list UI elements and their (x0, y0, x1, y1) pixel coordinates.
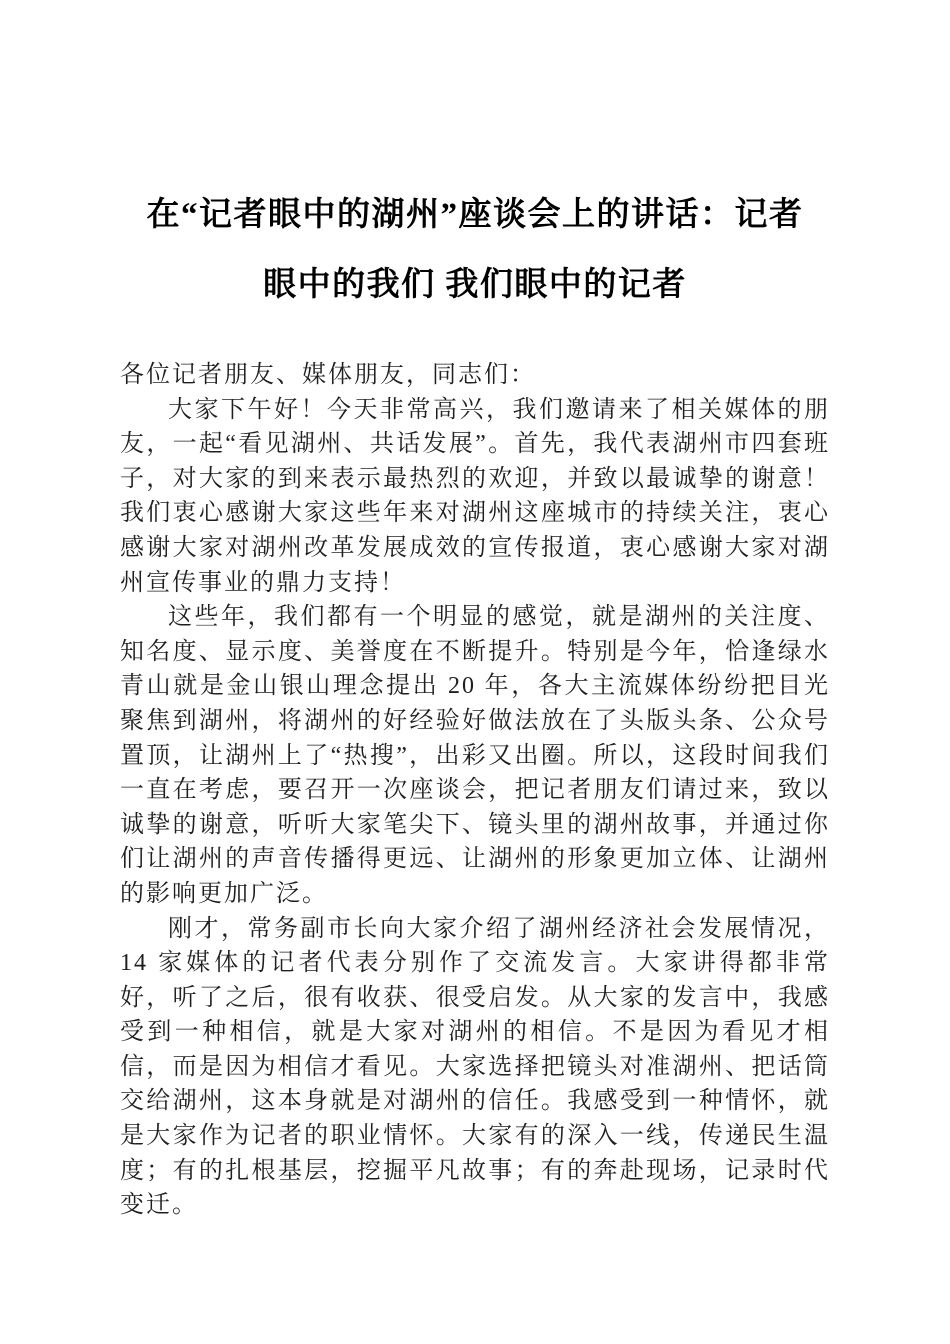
document-title-line-2: 眼中的我们 我们眼中的记者 (263, 267, 687, 303)
paragraph-media-speeches: 刚才，常务副市长向大家介绍了湖州经济社会发展情况，14 家媒体的记者代表分别作了交流发言。大家讲得都非常好，听了之后，很有收获、很受启发。从大家的发言中，我感受到一种相信，就是大家对湖州的相信。不是因为看见才相信，而是因为相信才看见。大家选择把镜头对准湖州、把话筒交给湖州，这本身就是对湖州的信任。我感受到一种情怀，就是大家作为记者的职业情怀。大家有的深入一线，传递民生温度；有的扎根基层，挖掘平凡故事；有的奔赴现场，记录时代变迁。 (120, 915, 830, 1219)
paragraph-greeting-thanks: 大家下午好！今天非常高兴，我们邀请来了相关媒体的朋友，一起“看见湖州、共话发展”。首先，我代表湖州市四套班子，对大家的到来表示最热烈的欢迎，并致以最诚挚的谢意！我们衷心感谢大家这些年来对湖州这座城市的持续关注，衷心感谢大家对湖州改革发展成效的宣传报道，衷心感谢大家对湖州宣传事业的鼎力支持！ (120, 396, 830, 596)
document-title-line-1: 在“记者眼中的湖州”座谈会上的讲话：记者 (146, 197, 804, 233)
paragraph-city-reputation: 这些年，我们都有一个明显的感觉，就是湖州的关注度、知名度、显示度、美誉度在不断提升。特别是今年，恰逢绿水青山就是金山银山理念提出 20 年，各大主流媒体纷纷把目光聚焦到湖州，将湖州的好经验好做法放在了头版头条、公众号置顶，让湖州上了“热搜”，出彩又出圈。所以，这段时间我们一直在考虑，要召开一次座谈会，把记者朋友们请过来，致以诚挚的谢意，听听大家笔尖下、镜头里的湖州故事，并通过你们让湖州的声音传播得更远、让湖州的形象更加立体、让湖州的影响更加广泛。 (120, 604, 830, 907)
salutation-line: 各位记者朋友、媒体朋友，同志们： (120, 362, 536, 388)
document-title (120, 180, 830, 320)
